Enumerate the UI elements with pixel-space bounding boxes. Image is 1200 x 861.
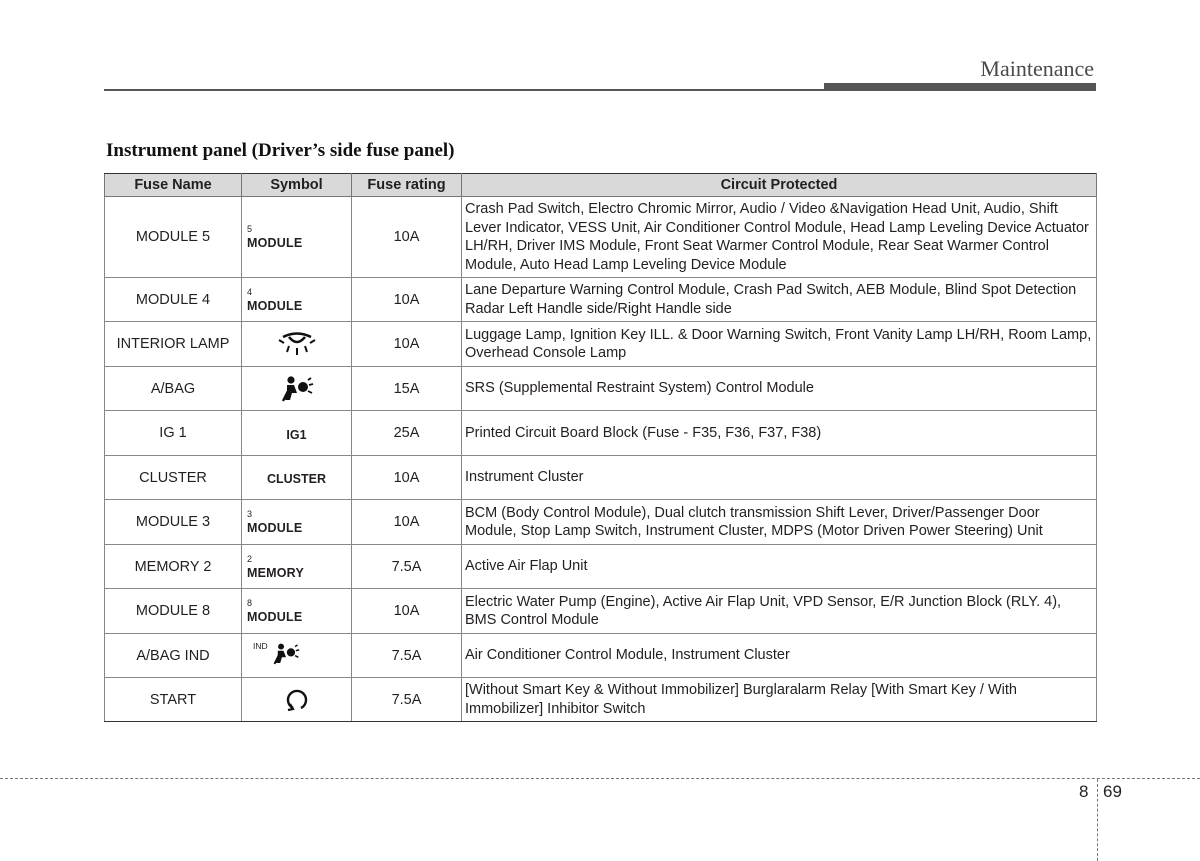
circuit-protected: SRS (Supplemental Restraint System) Control Module <box>462 367 1097 411</box>
symbol-number: 3 <box>247 509 253 519</box>
fuse-rating: 10A <box>352 278 462 322</box>
fuse-symbol <box>242 278 352 322</box>
section-title: Instrument panel (Driver’s side fuse panel) <box>106 140 455 161</box>
symbol-label: MEMORY <box>247 565 304 580</box>
circuit-protected: Air Conditioner Control Module, Instrument Cluster <box>462 634 1097 678</box>
circuit-protected: Crash Pad Switch, Electro Chromic Mirror, Audio / Video &Navigation Head Unit, Audio, Shift Lever Indicator, VESS Unit, Air Conditioner Control Module, Head Lamp Leveling Device Actuator LH/RH, Driver IMS Module, Front Seat Warmer Control Module, Rear Seat Warmer Control Module, Auto Head Lamp Leveling Device Module <box>462 197 1097 278</box>
fuse-name: INTERIOR LAMP <box>105 322 242 367</box>
fuse-symbol <box>242 411 352 456</box>
table-row <box>105 589 1097 634</box>
header-rule <box>104 89 824 91</box>
interior-lamp-icon <box>275 331 319 357</box>
fuse-symbol <box>242 367 352 411</box>
fuse-rating: 10A <box>352 322 462 367</box>
fuse-rating: 10A <box>352 197 462 278</box>
footer-divider <box>1097 779 1098 861</box>
fuse-name: A/BAG <box>105 367 242 411</box>
circuit-protected: Luggage Lamp, Ignition Key ILL. & Door Warning Switch, Front Vanity Lamp LH/RH, Room Lamp, Overhead Console Lamp <box>462 322 1097 367</box>
fuse-name: A/BAG IND <box>105 634 242 678</box>
circuit-protected: Lane Departure Warning Control Module, Crash Pad Switch, AEB Module, Blind Spot Detection Radar Left Handle side/Right Handle side <box>462 278 1097 322</box>
fuse-name: CLUSTER <box>105 456 242 500</box>
chapter-number: 8 <box>1079 782 1089 801</box>
symbol-prefix: IND <box>253 640 268 651</box>
page-number: 69 <box>1103 782 1122 801</box>
circuit-protected: Printed Circuit Board Block (Fuse - F35, F36, F37, F38) <box>462 411 1097 456</box>
fuse-name: MODULE 5 <box>105 197 242 278</box>
fuse-name: IG 1 <box>105 411 242 456</box>
fuse-name: MODULE 3 <box>105 500 242 545</box>
symbol-number: 5 <box>247 224 253 234</box>
table-row <box>105 500 1097 545</box>
fuse-rating: 10A <box>352 589 462 634</box>
airbag-icon <box>280 375 314 403</box>
circuit-protected: Active Air Flap Unit <box>462 545 1097 589</box>
fuse-rating: 10A <box>352 500 462 545</box>
fuse-symbol <box>242 545 352 589</box>
fuse-rating: 25A <box>352 411 462 456</box>
fuse-rating: 7.5A <box>352 678 462 722</box>
symbol-label: MODULE <box>247 298 303 313</box>
symbol-label: IG1 <box>286 428 307 442</box>
table-row <box>105 545 1097 589</box>
table-row <box>105 367 1097 411</box>
table-row <box>105 322 1097 367</box>
table-row <box>105 197 1097 278</box>
header-fuse-rating: Fuse rating <box>352 174 462 197</box>
header-circuit-protected: Circuit Protected <box>462 174 1097 197</box>
table-header-row <box>105 174 1097 197</box>
fuse-symbol <box>242 456 352 500</box>
header-symbol: Symbol <box>242 174 352 197</box>
fuse-symbol <box>242 197 352 278</box>
footer-rule <box>0 778 1200 779</box>
fuse-rating: 15A <box>352 367 462 411</box>
symbol-number: 4 <box>247 286 253 297</box>
table-row <box>105 456 1097 500</box>
fuse-symbol <box>242 589 352 634</box>
fuse-rating: 10A <box>352 456 462 500</box>
table-row <box>105 678 1097 722</box>
header-fuse-name: Fuse Name <box>105 174 242 197</box>
airbag-icon <box>272 642 300 666</box>
circuit-protected: [Without Smart Key & Without Immobilizer] Burglaralarm Relay [With Smart Key / With Immobilizer] Inhibitor Switch <box>462 678 1097 722</box>
fuse-symbol <box>242 678 352 722</box>
fuse-rating: 7.5A <box>352 634 462 678</box>
table-row <box>105 634 1097 678</box>
fuse-symbol <box>242 500 352 545</box>
header-rule-accent <box>824 83 1096 91</box>
table-row <box>105 278 1097 322</box>
fuse-name: MEMORY 2 <box>105 545 242 589</box>
page-header-title: Maintenance <box>980 56 1094 81</box>
fuse-symbol <box>242 634 352 678</box>
fuse-symbol <box>242 322 352 367</box>
symbol-label: CLUSTER <box>266 471 327 486</box>
symbol-number: 2 <box>247 553 253 564</box>
fuse-name: MODULE 8 <box>105 589 242 634</box>
circuit-protected: Instrument Cluster <box>462 456 1097 500</box>
fuse-name: MODULE 4 <box>105 278 242 322</box>
circuit-protected: Electric Water Pump (Engine), Active Air Flap Unit, VPD Sensor, E/R Junction Block (RLY. 4), BMS Control Module <box>462 589 1097 634</box>
table-row <box>105 411 1097 456</box>
symbol-number: 8 <box>247 598 253 608</box>
circuit-protected: BCM (Body Control Module), Dual clutch transmission Shift Lever, Driver/Passenger Door Module, Stop Lamp Switch, Instrument Cluster, MDPS (Motor Driven Power Steering) Unit <box>462 500 1097 545</box>
fuse-name: START <box>105 678 242 722</box>
start-icon <box>284 687 310 713</box>
symbol-label: MODULE <box>247 521 303 535</box>
symbol-label: MODULE <box>247 236 303 250</box>
fuse-table <box>104 173 1097 722</box>
fuse-rating: 7.5A <box>352 545 462 589</box>
symbol-label: MODULE <box>247 610 303 624</box>
